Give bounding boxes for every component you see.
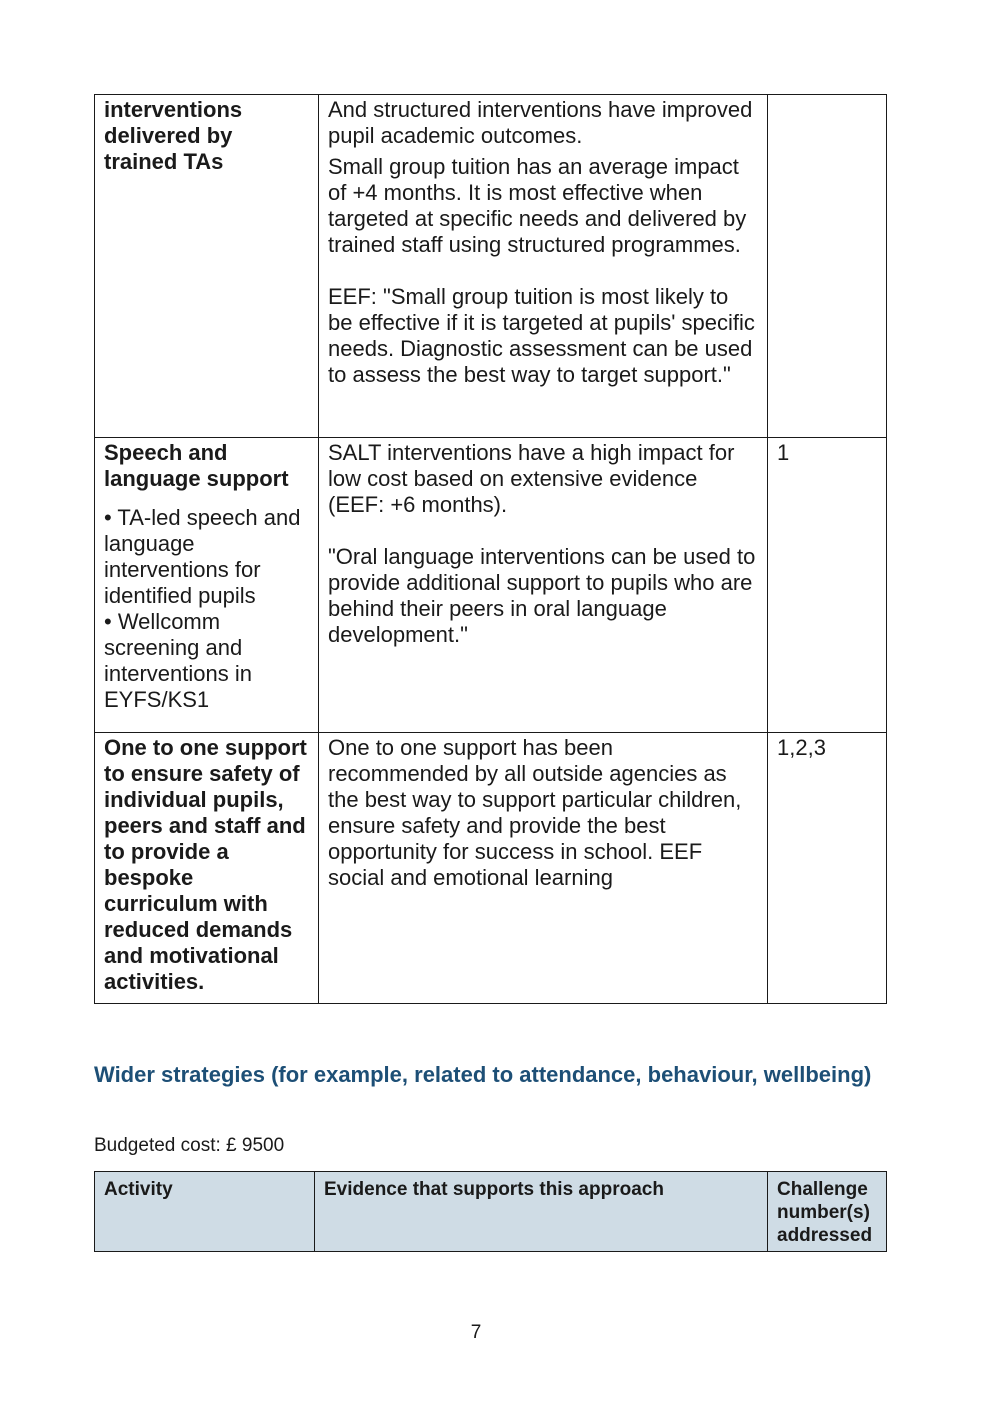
evidence-paragraph: "Oral language interventions can be used to provide additional support to pupils who are behind their peers in oral language development." (328, 544, 756, 647)
activity-cell (95, 733, 319, 1004)
evidence-paragraph: One to one support has been recommended by all outside agencies as the best way to support particular children, ensure safety and provide the best opportunity for success in school. EEF social and emotional learning (328, 735, 742, 890)
evidence-cell (319, 438, 768, 733)
activity-title: Speech and language support (104, 440, 289, 491)
interventions-table (94, 94, 887, 1004)
wider-strategies-table (94, 1171, 887, 1252)
table-row (95, 95, 887, 438)
evidence-paragraph: Small group tuition has an average impact of +4 months. It is most effective when targeted at specific needs and delivered by trained staff using structured programmes. (328, 154, 747, 257)
evidence-paragraph: EEF: "Small group tuition is most likely to be effective if it is targeted at pupils' specific needs. Diagnostic assessment can be used to assess the best way to target support." (328, 284, 755, 387)
activity-title: One to one support to ensure safety of individual pupils, peers and staff and to provide a bespoke curriculum with reduced demands and motivational activities. (104, 735, 307, 994)
header-activity: Activity (95, 1172, 315, 1252)
table-header-row (95, 1172, 887, 1252)
challenge-cell (768, 95, 887, 438)
challenge-cell (768, 438, 887, 733)
header-evidence: Evidence that supports this approach (315, 1172, 768, 1252)
challenge-cell (768, 733, 887, 1004)
activity-cell (95, 438, 319, 733)
budgeted-cost: Budgeted cost: £ 9500 (94, 1135, 285, 1156)
activity-bullets: • TA-led speech and language interventions for identified pupils • Wellcomm screening and interventions in EYFS/KS1 (104, 505, 301, 712)
evidence-cell (319, 95, 768, 438)
section-heading: Wider strategies (for example, related to attendance, behaviour, wellbeing) (94, 1062, 872, 1087)
activity-title: interventions delivered by trained TAs (104, 97, 243, 174)
evidence-paragraph: SALT interventions have a high impact for low cost based on extensive evidence (EEF: +6 months). (328, 440, 735, 517)
header-challenge: Challenge number(s) addressed (768, 1172, 887, 1252)
evidence-paragraph: And structured interventions have improved pupil academic outcomes. (328, 97, 753, 148)
page-number: 7 (470, 1322, 482, 1343)
evidence-cell (319, 733, 768, 1004)
challenge-number: 1 (777, 440, 790, 465)
table-row (95, 438, 887, 733)
table-row (95, 733, 887, 1004)
challenge-number: 1,2,3 (777, 735, 826, 760)
activity-cell (95, 95, 319, 438)
